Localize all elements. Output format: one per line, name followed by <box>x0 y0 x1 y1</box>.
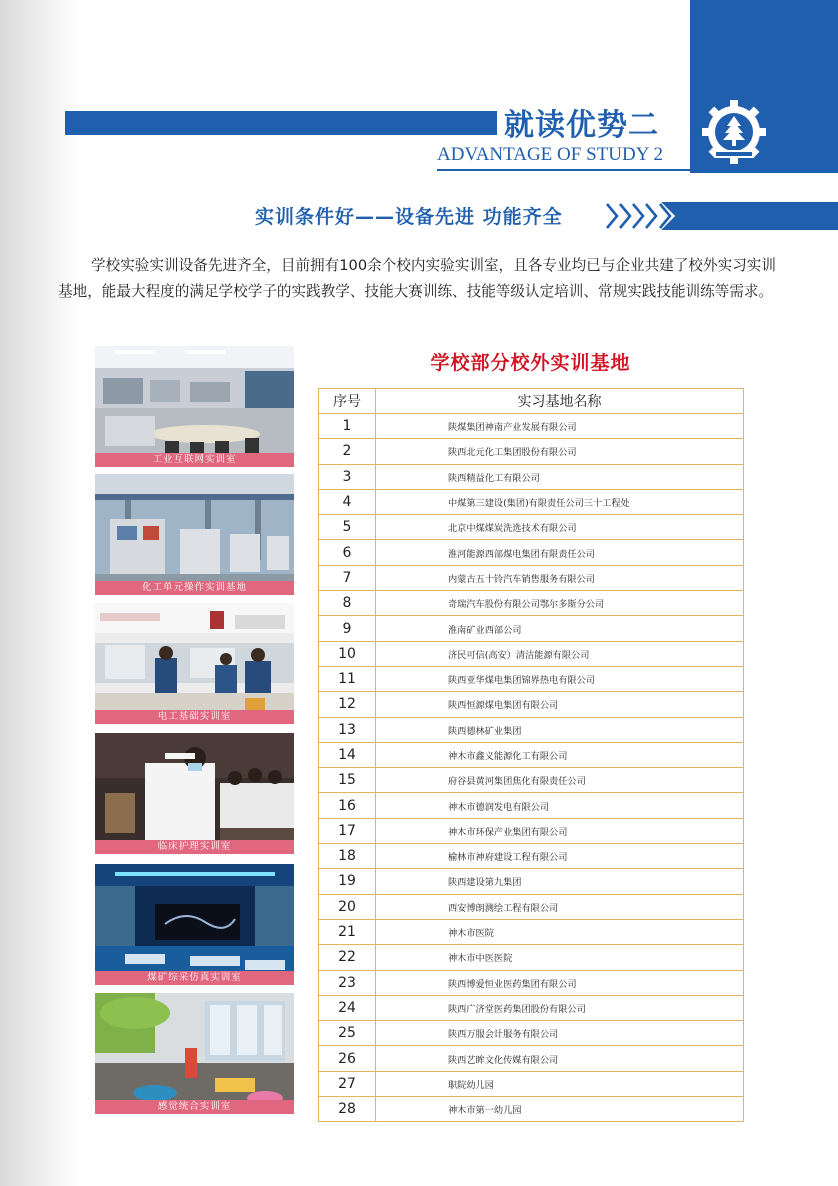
table-row <box>319 515 744 540</box>
table-row <box>319 692 744 717</box>
photo-electrical-lab <box>95 603 294 724</box>
table-row <box>319 414 744 439</box>
table-row <box>319 464 744 489</box>
section-accent-bar <box>676 202 838 230</box>
table-row <box>319 742 744 767</box>
lab-photo-image <box>95 993 294 1114</box>
table-row <box>319 666 744 691</box>
base-name: 陕西广济堂医药集团股份有限公司 <box>376 995 744 1020</box>
row-number: 20 <box>319 894 376 919</box>
table-row <box>319 844 744 869</box>
row-number: 8 <box>319 591 376 616</box>
base-name: 神木市德润发电有限公司 <box>376 793 744 818</box>
lab-photo-image <box>95 733 294 854</box>
table-row <box>319 489 744 514</box>
row-number: 25 <box>319 1021 376 1046</box>
photo-caption: 工业互联网实训室 <box>95 453 294 467</box>
row-number: 16 <box>319 793 376 818</box>
lab-photo-image <box>95 346 294 467</box>
table-row <box>319 717 744 742</box>
row-number: 12 <box>319 692 376 717</box>
table-row <box>319 768 744 793</box>
table-row <box>319 565 744 590</box>
base-name: 神木市环保产业集团有限公司 <box>376 818 744 843</box>
table-row <box>319 995 744 1020</box>
base-name: 中煤第三建设(集团)有限责任公司三十工程处 <box>376 489 744 514</box>
table-row <box>319 1097 744 1122</box>
row-number: 19 <box>319 869 376 894</box>
header-underline <box>437 169 691 171</box>
base-name: 北京中煤煤炭洗选技术有限公司 <box>376 515 744 540</box>
base-name: 神木市第一幼儿园 <box>376 1097 744 1122</box>
row-number: 9 <box>319 616 376 641</box>
table-row <box>319 540 744 565</box>
photo-industrial-internet-lab <box>95 346 294 467</box>
row-number: 7 <box>319 565 376 590</box>
base-name: 榆林市神府建设工程有限公司 <box>376 844 744 869</box>
table-row <box>319 970 744 995</box>
row-number: 28 <box>319 1097 376 1122</box>
row-number: 2 <box>319 439 376 464</box>
row-number: 10 <box>319 641 376 666</box>
base-name: 陕西万服会计服务有限公司 <box>376 1021 744 1046</box>
photo-caption: 化工单元操作实训基地 <box>95 581 294 595</box>
base-name: 陕煤集团神南产业发展有限公司 <box>376 414 744 439</box>
row-number: 26 <box>319 1046 376 1071</box>
row-number: 11 <box>319 666 376 691</box>
row-number: 17 <box>319 818 376 843</box>
base-name: 府谷县黄河集团焦化有限责任公司 <box>376 768 744 793</box>
row-number: 5 <box>319 515 376 540</box>
table-row <box>319 641 744 666</box>
table-row <box>319 919 744 944</box>
table-row <box>319 591 744 616</box>
photo-caption: 感觉统合实训室 <box>95 1100 294 1114</box>
base-name: 陕西德林矿业集团 <box>376 717 744 742</box>
school-emblem-icon <box>700 98 768 166</box>
base-name: 陕西博爱恒业医药集团有限公司 <box>376 970 744 995</box>
base-name: 陕西北元化工集团股份有限公司 <box>376 439 744 464</box>
base-name: 奇瑞汽车股份有限公司鄂尔多斯分公司 <box>376 591 744 616</box>
photo-caption: 临床护理实训室 <box>95 840 294 854</box>
base-name: 济民可信(高安）清洁能源有限公司 <box>376 641 744 666</box>
lab-photo-image <box>95 474 294 595</box>
table-row <box>319 793 744 818</box>
header-accent-bar <box>65 111 497 135</box>
photo-chemical-unit-lab <box>95 474 294 595</box>
page-subtitle: ADVANTAGE OF STUDY 2 <box>437 144 663 165</box>
photo-sensory-integration-lab <box>95 993 294 1114</box>
photo-clinical-nursing-lab <box>95 733 294 854</box>
column-header-number: 序号 <box>319 389 376 414</box>
page-title: 就读优势二 <box>504 108 659 143</box>
table-row <box>319 616 744 641</box>
row-number: 18 <box>319 844 376 869</box>
lab-photo-image <box>95 603 294 724</box>
base-name: 内蒙古五十铃汽车销售服务有限公司 <box>376 565 744 590</box>
row-number: 4 <box>319 489 376 514</box>
base-name: 淮河能源西部煤电集团有限责任公司 <box>376 540 744 565</box>
training-bases-table <box>318 388 744 1122</box>
table-title: 学校部分校外实训基地 <box>430 352 631 374</box>
row-number: 1 <box>319 414 376 439</box>
table-row <box>319 818 744 843</box>
table-row <box>319 1071 744 1096</box>
table-row <box>319 894 744 919</box>
base-name: 淮南矿业西部公司 <box>376 616 744 641</box>
row-number: 15 <box>319 768 376 793</box>
section-title: 实训条件好——设备先进 功能齐全 <box>255 206 563 228</box>
page-gutter-shadow <box>0 0 80 1186</box>
base-name: 陕西艺眸文化传媒有限公司 <box>376 1046 744 1071</box>
lab-photo-image <box>95 864 294 985</box>
base-name: 西安博朗测绘工程有限公司 <box>376 894 744 919</box>
intro-paragraph: 学校实验实训设备先进齐全，目前拥有100余个校内实验实训室，且各专业均已与企业共建了校外实习实训基地，能最大程度的满足学校学子的实践教学、技能大赛训练、技能等级认定培训、常规实践技能训练等需求。 <box>58 257 776 300</box>
table-row <box>319 945 744 970</box>
row-number: 23 <box>319 970 376 995</box>
base-name: 陕西亚华煤电集团锦界热电有限公司 <box>376 666 744 691</box>
photo-caption: 煤矿综采仿真实训室 <box>95 971 294 985</box>
row-number: 14 <box>319 742 376 767</box>
table-row <box>319 1021 744 1046</box>
base-name: 职院幼儿园 <box>376 1071 744 1096</box>
row-number: 24 <box>319 995 376 1020</box>
row-number: 13 <box>319 717 376 742</box>
base-name: 神木市鑫义能源化工有限公司 <box>376 742 744 767</box>
column-header-name: 实习基地名称 <box>376 389 744 414</box>
photo-coal-mine-sim-lab <box>95 864 294 985</box>
base-name: 陕西建设第九集团 <box>376 869 744 894</box>
table-row <box>319 869 744 894</box>
row-number: 3 <box>319 464 376 489</box>
table-header-row <box>319 389 744 414</box>
row-number: 6 <box>319 540 376 565</box>
row-number: 27 <box>319 1071 376 1096</box>
base-name: 神木市中医医院 <box>376 945 744 970</box>
base-name: 陕西恒源煤电集团有限公司 <box>376 692 744 717</box>
photo-caption: 电工基础实训室 <box>95 710 294 724</box>
table-row <box>319 1046 744 1071</box>
base-name: 陕西精益化工有限公司 <box>376 464 744 489</box>
chevron-arrows-icon <box>605 201 685 231</box>
table-row <box>319 439 744 464</box>
row-number: 21 <box>319 919 376 944</box>
base-name: 神木市医院 <box>376 919 744 944</box>
row-number: 22 <box>319 945 376 970</box>
